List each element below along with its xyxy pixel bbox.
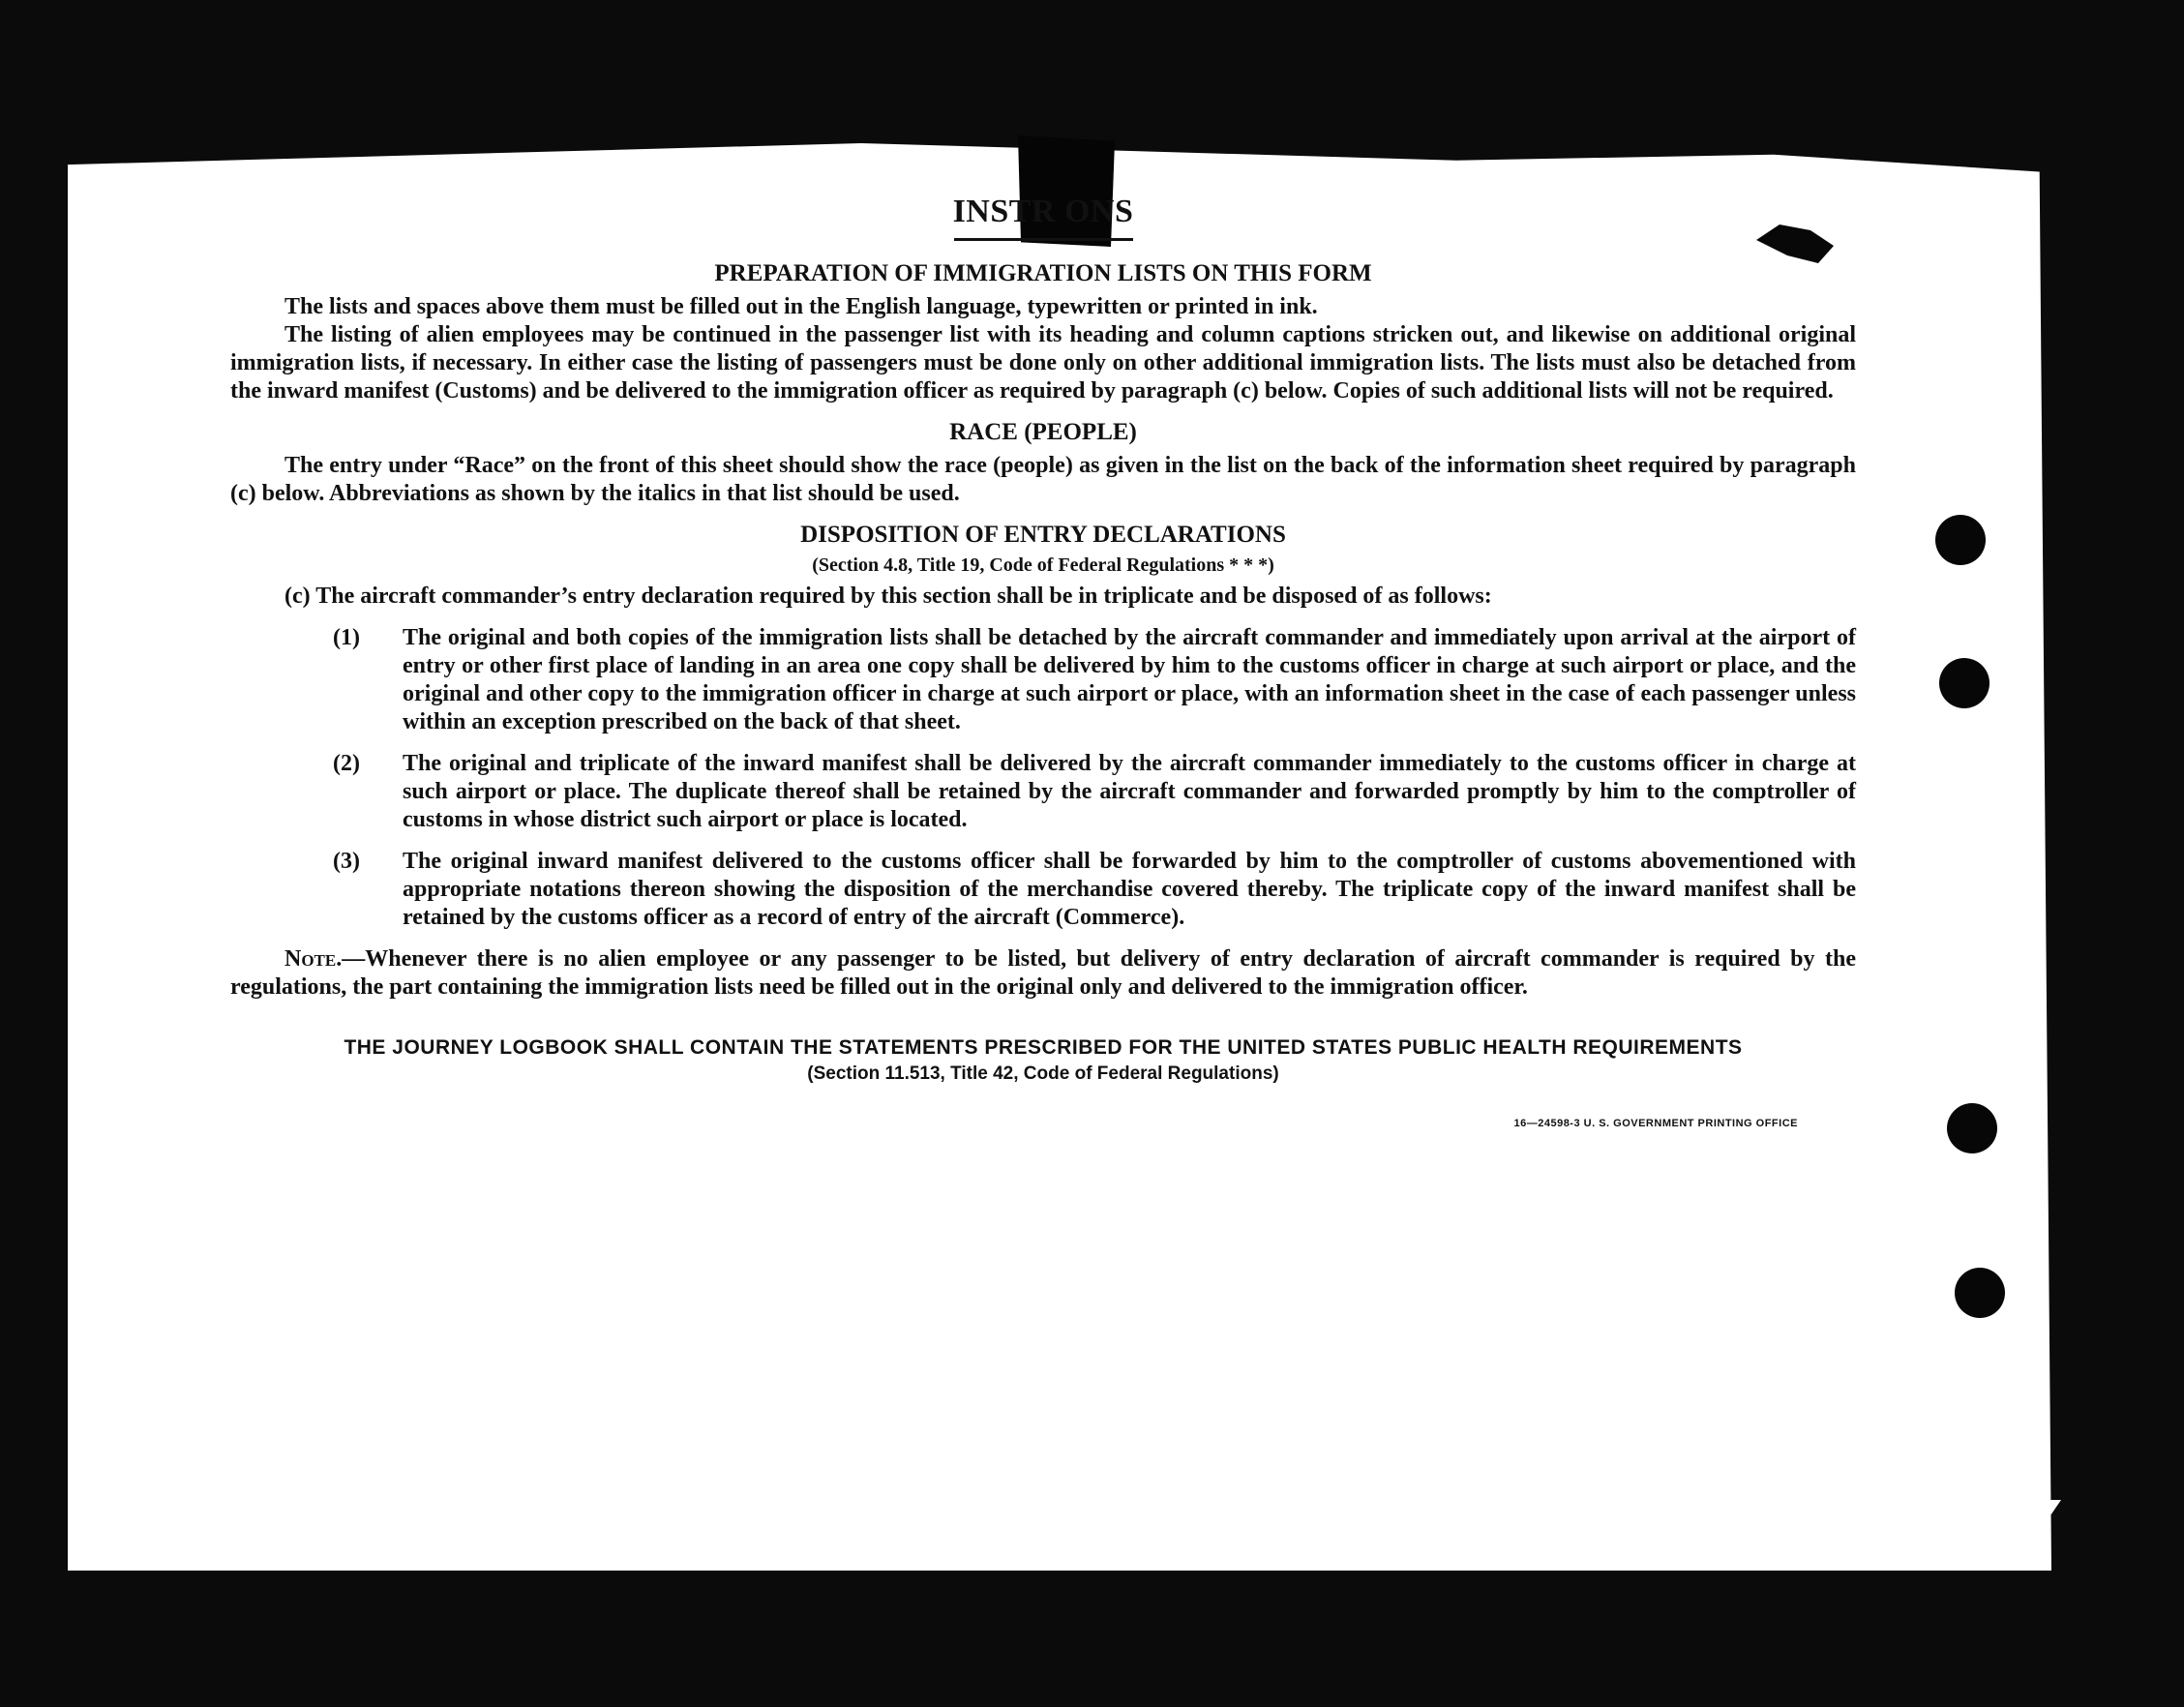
note-text: —Whenever there is no alien employee or any passenger to be listed, but delivery of entry declaration of aircraft commander is required by the regulations, the part containing the immigration lists need be filled out in the original only and delivered to the immigration officer. [230,946,1856,1000]
section-heading-preparation: PREPARATION OF IMMIGRATION LISTS ON THIS FORM [714,260,1372,286]
punch-hole [1955,1268,2005,1318]
health-requirement-citation: (Section 11.513, Title 42, Code of Federal Regulations) [807,1063,1279,1084]
section-heading-race: RACE (PEOPLE) [949,419,1137,445]
health-requirement-statement: THE JOURNEY LOGBOOK SHALL CONTAIN THE STATEMENTS PRESCRIBED FOR THE UNITED STATES PUBLIC HEALTH REQUIREMENTS [344,1036,1743,1059]
paragraph-lists-language: The lists and spaces above them must be filled out in the English language, typewritten or printed in ink. [284,294,1318,319]
punch-hole [1939,658,1990,708]
item-number: (3) [333,849,360,874]
paragraph-label: (c) [284,584,311,609]
section-heading-disposition: DISPOSITION OF ENTRY DECLARATIONS [800,522,1286,548]
item-number: (2) [333,751,360,776]
punch-hole [1947,1103,1997,1153]
punch-hole [1935,515,1986,565]
paragraph-race: The entry under “Race” on the front of this sheet should show the race (people) as given in the list on the back of the information sheet required by paragraph (c) below. Abbreviations as shown by the italics in that list should be used. [230,453,1856,506]
paragraph-c-intro [230,583,1856,611]
printer-imprint: 16—24598-3 U. S. GOVERNMENT PRINTING OFFICE [1513,1118,1798,1129]
note-label: Note. [284,946,343,972]
page-title: INSTR ONS [952,194,1134,229]
item-text: The original and triplicate of the inward manifest shall be delivered by the aircraft commander immediately to the customs officer in charge at such airport or place. The duplicate thereof shall be retained by the aircraft commander and forwarded promptly by him to the comptroller of customs in whose district such airport or place is located. [403,751,1856,832]
note-paragraph [230,945,1856,1002]
instructions-document [230,194,1856,1129]
item-number: (1) [333,625,360,650]
list-item [230,848,1856,932]
paragraph-c-text: The aircraft commander’s entry declaration required by this section shall be in triplicate and be disposed of as follows: [315,584,1492,609]
list-item [230,750,1856,834]
section-citation: (Section 4.8, Title 19, Code of Federal Regulations * * *) [812,554,1274,576]
title-underline [954,238,1133,241]
paragraph-alien-employees: The listing of alien employees may be continued in the passenger list with its heading and column captions stricken out, and likewise on additional original immigration lists, if necessary. In either case the listing of passengers must be done only on other additional immigration lists. The lists must also be detached from the inward manifest (Customs) and be delivered to the immigration officer as required by paragraph (c) below. Copies of such additional lists will not be required. [230,322,1856,404]
list-item [230,624,1856,736]
item-text: The original and both copies of the immigration lists shall be detached by the aircraft commander and immediately upon arrival at the airport of entry or other first place of landing in an area one copy shall be delivered by him to the customs officer in charge at such airport or place, and the original and other copy to the immigration officer in charge at such airport or place, with an information sheet in the case of each passenger unless within an exception prescribed on the back of that sheet. [403,625,1856,734]
item-text: The original inward manifest delivered to the customs officer shall be forwarded by him to the comptroller of customs abovementioned with appropriate notations thereon showing the disposition of the merchandise covered thereby. The triplicate copy of the inward manifest shall be retained by the customs officer as a record of entry of the aircraft (Commerce). [403,849,1856,930]
